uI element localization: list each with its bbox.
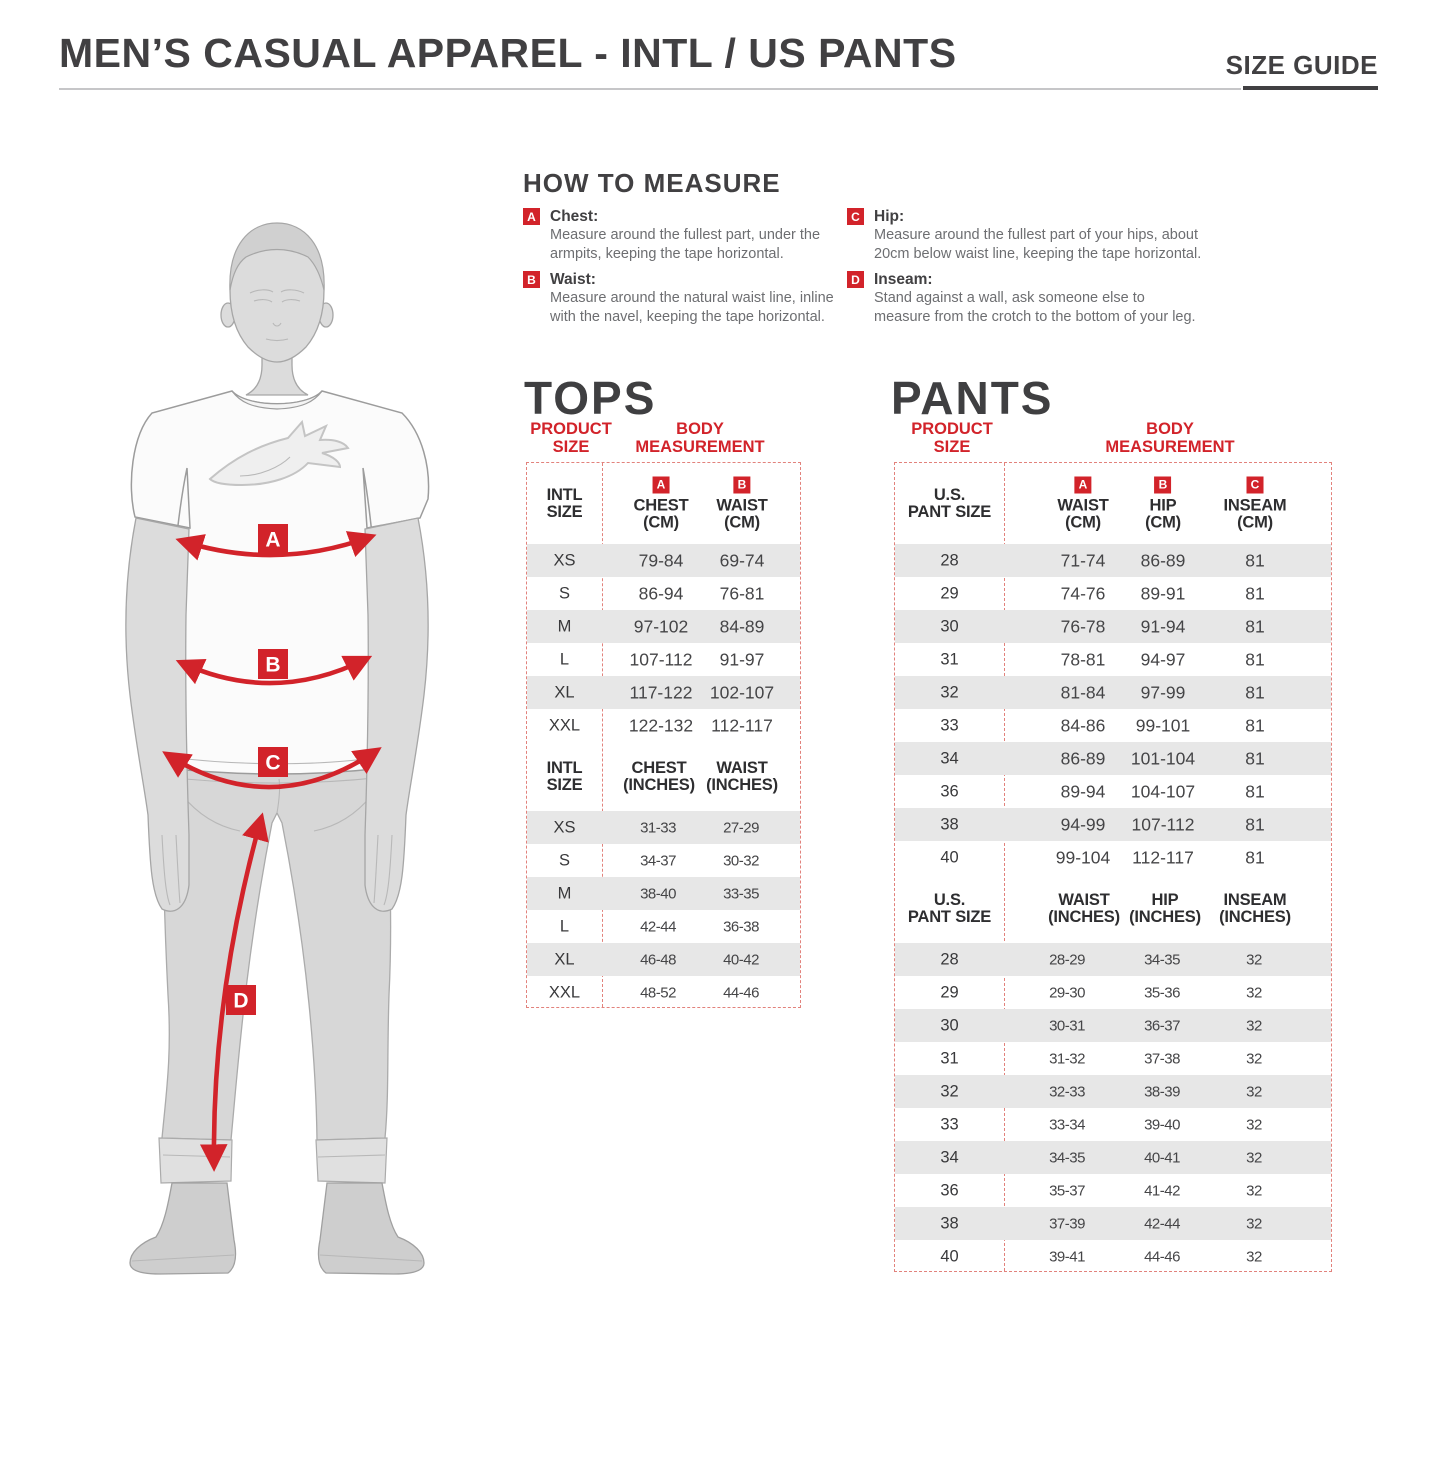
size-cell: XXL: [548, 716, 581, 734]
value-cell: 104-107: [1130, 781, 1196, 801]
size-cell: 29: [940, 584, 959, 602]
value-cell: 44-46: [1144, 1248, 1180, 1265]
marker-b-figure-badge: [258, 649, 288, 679]
table-row: [895, 943, 1331, 976]
table-row: [527, 544, 800, 577]
right-arm-hand: [365, 518, 428, 911]
value-cell: 32: [1246, 1017, 1262, 1034]
table-row: [527, 577, 800, 610]
chest-cm-column-header: A CHEST (CM): [633, 477, 689, 531]
size-cell: 31: [940, 1049, 959, 1067]
table-row: [527, 610, 800, 643]
value-cell: 32: [1246, 1248, 1262, 1265]
value-cell: 36-37: [1144, 1017, 1180, 1034]
pants-cm-rows: [895, 544, 1331, 874]
value-cell: 33-34: [1049, 1116, 1085, 1133]
table-row: [895, 742, 1331, 775]
value-cell: 81: [1245, 583, 1265, 603]
marker-a-figure-badge: [258, 524, 288, 554]
inseam-inches-column-header: INSEAM (INCHES): [1219, 890, 1291, 926]
table-row: [527, 943, 800, 976]
tops-title: TOPS: [524, 372, 657, 424]
tops-inches-rows: [527, 811, 800, 1009]
value-cell: 97-102: [633, 616, 689, 636]
value-cell: 42-44: [1144, 1215, 1180, 1232]
tops-size-table: [526, 462, 801, 1008]
hip-inches-column-header: HIP (INCHES): [1129, 890, 1201, 926]
value-cell: 32: [1246, 1215, 1262, 1232]
left-arm-hand: [126, 518, 189, 911]
value-cell: 32: [1246, 951, 1262, 968]
value-cell: 91-97: [719, 649, 765, 669]
marker-c-badge: C: [847, 208, 864, 225]
pants-body-measurement-header: BODY MEASUREMENT: [1105, 420, 1235, 456]
table-row: [895, 1042, 1331, 1075]
table-row: [527, 910, 800, 943]
measure-item-text: Measure around the fullest part, under the armpits, keeping the tape horizontal.: [550, 227, 821, 262]
size-cell: 28: [940, 551, 959, 569]
size-cell: 40: [940, 1247, 959, 1265]
marker-c-figure-badge: [258, 747, 288, 777]
measure-item-label: Chest:: [550, 208, 599, 225]
table-row: [895, 841, 1331, 874]
size-cell: L: [559, 917, 570, 935]
value-cell: 81: [1245, 847, 1265, 867]
marker-a-badge: A: [1075, 476, 1092, 493]
value-cell: 81: [1245, 781, 1265, 801]
value-cell: 46-48: [640, 951, 676, 968]
value-cell: 81: [1245, 616, 1265, 636]
waist-inches-column-header: WAIST (INCHES): [706, 758, 778, 794]
svg-text:C: C: [265, 751, 281, 775]
waist-cm-column-header: B WAIST (CM): [716, 477, 768, 531]
value-cell: 74-76: [1060, 583, 1106, 603]
value-cell: 99-104: [1055, 847, 1111, 867]
value-cell: 94-99: [1060, 814, 1106, 834]
pants-inches-rows: [895, 943, 1331, 1273]
value-cell: 34-35: [1049, 1149, 1085, 1166]
table-row: [895, 1075, 1331, 1108]
pants-size-table: [894, 462, 1332, 1272]
value-cell: 117-122: [629, 682, 693, 702]
value-cell: 107-112: [629, 649, 693, 669]
how-to-measure-column-right: [847, 207, 1205, 333]
measure-item-label: Waist:: [550, 271, 596, 288]
size-cell: 38: [940, 1214, 959, 1232]
measure-item-text: Measure around the natural waist line, inline with the navel, keeping the tape horizontal.: [550, 290, 834, 325]
value-cell: 69-74: [719, 550, 765, 570]
measure-item-text: Stand against a wall, ask someone else to measure from the crotch to the bottom of your leg.: [874, 290, 1196, 325]
tops-product-size-header: PRODUCT SIZE: [530, 420, 612, 456]
value-cell: 34-35: [1144, 951, 1180, 968]
size-column-header: U.S. PANT SIZE: [907, 485, 992, 521]
value-cell: 86-94: [638, 583, 684, 603]
value-cell: 81: [1245, 715, 1265, 735]
svg-text:A: A: [265, 528, 281, 552]
marker-a-badge: A: [523, 208, 540, 225]
value-cell: 35-37: [1049, 1182, 1085, 1199]
marker-c-badge: C: [1246, 476, 1263, 493]
hip-cm-column-header: B HIP (CM): [1145, 477, 1181, 531]
pants-cm-header-row: [895, 463, 1331, 544]
table-row: [895, 577, 1331, 610]
pants-title: PANTS: [891, 372, 1054, 424]
table-row: [527, 709, 800, 742]
measure-item-inseam: [847, 270, 1205, 327]
marker-a-badge: A: [652, 476, 669, 493]
value-cell: 32: [1246, 1116, 1262, 1133]
value-cell: 32: [1246, 1182, 1262, 1199]
size-cell: 33: [940, 1115, 959, 1133]
size-cell: S: [558, 851, 571, 869]
value-cell: 101-104: [1130, 748, 1196, 768]
table-row: [895, 976, 1331, 1009]
page-title: MEN’S CASUAL APPAREL - INTL / US PANTS: [59, 30, 957, 76]
value-cell: 41-42: [1144, 1182, 1180, 1199]
value-cell: 27-29: [723, 819, 759, 836]
measure-item-label: Hip:: [874, 208, 905, 225]
value-cell: 34-37: [640, 852, 676, 869]
value-cell: 40-42: [723, 951, 759, 968]
value-cell: 30-31: [1049, 1017, 1085, 1034]
value-cell: 44-46: [723, 984, 759, 1001]
table-row: [895, 1141, 1331, 1174]
size-column-header: INTL SIZE: [546, 758, 583, 794]
value-cell: 91-94: [1140, 616, 1186, 636]
measure-item-chest: [523, 207, 835, 264]
table-row: [895, 1174, 1331, 1207]
male-measurement-figure: [90, 195, 485, 1345]
measure-item-text: Measure around the fullest part of your hips, about 20cm below waist line, keeping the tape horizontal.: [874, 227, 1202, 262]
pants-inches-header-row: [895, 874, 1331, 943]
pants-product-size-header: PRODUCT SIZE: [911, 420, 993, 456]
size-cell: XXL: [548, 983, 581, 1001]
tops-inches-header-row: [527, 742, 800, 811]
table-row: [527, 976, 800, 1009]
value-cell: 42-44: [640, 918, 676, 935]
value-cell: 97-99: [1140, 682, 1186, 702]
size-cell: M: [557, 617, 572, 635]
table-row: [895, 1108, 1331, 1141]
size-cell: 29: [940, 983, 959, 1001]
value-cell: 84-86: [1060, 715, 1106, 735]
tops-body-measurement-header: BODY MEASUREMENT: [635, 420, 765, 456]
table-row: [895, 610, 1331, 643]
header-divider: [59, 88, 1241, 90]
size-cell: XL: [554, 950, 575, 968]
table-row: [895, 709, 1331, 742]
size-cell: 28: [940, 950, 959, 968]
value-cell: 107-112: [1131, 814, 1195, 834]
value-cell: 37-39: [1049, 1215, 1085, 1232]
table-row: [895, 643, 1331, 676]
size-cell: 31: [940, 650, 959, 668]
table-row: [895, 544, 1331, 577]
value-cell: 48-52: [640, 984, 676, 1001]
value-cell: 39-41: [1049, 1248, 1085, 1265]
value-cell: 38-39: [1144, 1083, 1180, 1100]
size-cell: L: [559, 650, 570, 668]
jeans-cuff: [316, 1138, 387, 1183]
size-cell: 40: [940, 848, 959, 866]
value-cell: 76-81: [719, 583, 765, 603]
value-cell: 32: [1246, 984, 1262, 1001]
size-cell: 36: [940, 782, 959, 800]
value-cell: 38-40: [640, 885, 676, 902]
table-row: [527, 811, 800, 844]
value-cell: 37-38: [1144, 1050, 1180, 1067]
value-cell: 81: [1245, 649, 1265, 669]
value-cell: 30-32: [723, 852, 759, 869]
value-cell: 81: [1245, 682, 1265, 702]
size-cell: XL: [554, 683, 575, 701]
size-cell: 32: [940, 683, 959, 701]
table-row: [895, 1207, 1331, 1240]
value-cell: 112-117: [1132, 847, 1194, 867]
value-cell: 81: [1245, 814, 1265, 834]
svg-text:D: D: [233, 989, 249, 1013]
size-cell: XS: [553, 818, 576, 836]
size-cell: XS: [553, 551, 576, 569]
table-row: [895, 808, 1331, 841]
size-cell: 36: [940, 1181, 959, 1199]
value-cell: 32: [1246, 1149, 1262, 1166]
value-cell: 86-89: [1140, 550, 1186, 570]
value-cell: 32-33: [1049, 1083, 1085, 1100]
value-cell: 78-81: [1060, 649, 1106, 669]
size-cell: 33: [940, 716, 959, 734]
value-cell: 84-89: [719, 616, 765, 636]
table-row: [895, 775, 1331, 808]
size-cell: 34: [940, 749, 959, 767]
how-to-measure-column-left: [523, 207, 835, 333]
size-cell: 30: [940, 617, 959, 635]
value-cell: 94-97: [1140, 649, 1186, 669]
size-cell: 30: [940, 1016, 959, 1034]
inseam-cm-column-header: C INSEAM (CM): [1223, 477, 1287, 531]
jeans: [162, 760, 391, 1140]
size-cell: 38: [940, 815, 959, 833]
size-column-header: U.S. PANT SIZE: [907, 890, 992, 926]
value-cell: 81: [1245, 550, 1265, 570]
marker-b-badge: B: [734, 476, 751, 493]
tops-cm-rows: [527, 544, 800, 742]
marker-b-badge: B: [1154, 476, 1171, 493]
value-cell: 35-36: [1144, 984, 1180, 1001]
value-cell: 71-74: [1060, 550, 1106, 570]
value-cell: 79-84: [638, 550, 684, 570]
table-row: [895, 1240, 1331, 1273]
table-row: [527, 877, 800, 910]
table-row: [895, 1009, 1331, 1042]
table-row: [895, 676, 1331, 709]
jeans-cuff: [159, 1138, 232, 1183]
value-cell: 99-101: [1135, 715, 1191, 735]
marker-b-badge: B: [523, 271, 540, 288]
value-cell: 40-41: [1144, 1149, 1180, 1166]
header-divider-accent: [1243, 86, 1378, 90]
marker-d-badge: D: [847, 271, 864, 288]
marker-d-figure-badge: [226, 985, 256, 1015]
waist-cm-column-header: A WAIST (CM): [1057, 477, 1109, 531]
value-cell: 102-107: [709, 682, 775, 702]
size-column-header: INTL SIZE: [546, 485, 583, 521]
measure-item-waist: [523, 270, 835, 327]
size-cell: 34: [940, 1148, 959, 1166]
value-cell: 86-89: [1060, 748, 1106, 768]
value-cell: 81: [1245, 748, 1265, 768]
value-cell: 31-32: [1049, 1050, 1085, 1067]
value-cell: 32: [1246, 1050, 1262, 1067]
table-row: [527, 643, 800, 676]
measure-item-hip: [847, 207, 1205, 264]
waist-inches-column-header: WAIST (INCHES): [1048, 890, 1120, 926]
size-guide-label: SIZE GUIDE: [1225, 50, 1378, 80]
value-cell: 31-33: [640, 819, 676, 836]
value-cell: 122-132: [628, 715, 694, 735]
svg-text:B: B: [265, 653, 281, 677]
value-cell: 36-38: [723, 918, 759, 935]
value-cell: 33-35: [723, 885, 759, 902]
value-cell: 81-84: [1060, 682, 1106, 702]
table-row: [527, 844, 800, 877]
size-cell: S: [558, 584, 571, 602]
value-cell: 29-30: [1049, 984, 1085, 1001]
how-to-measure-title: HOW TO MEASURE: [523, 168, 781, 198]
value-cell: 89-94: [1060, 781, 1106, 801]
table-row: [527, 676, 800, 709]
value-cell: 76-78: [1060, 616, 1106, 636]
size-cell: 32: [940, 1082, 959, 1100]
size-cell: M: [557, 884, 572, 902]
value-cell: 112-117: [711, 715, 773, 735]
value-cell: 32: [1246, 1083, 1262, 1100]
value-cell: 39-40: [1144, 1116, 1180, 1133]
tops-cm-header-row: [527, 463, 800, 544]
value-cell: 28-29: [1049, 951, 1085, 968]
chest-inches-column-header: CHEST (INCHES): [623, 758, 695, 794]
value-cell: 89-91: [1140, 583, 1186, 603]
measure-item-label: Inseam:: [874, 271, 933, 288]
